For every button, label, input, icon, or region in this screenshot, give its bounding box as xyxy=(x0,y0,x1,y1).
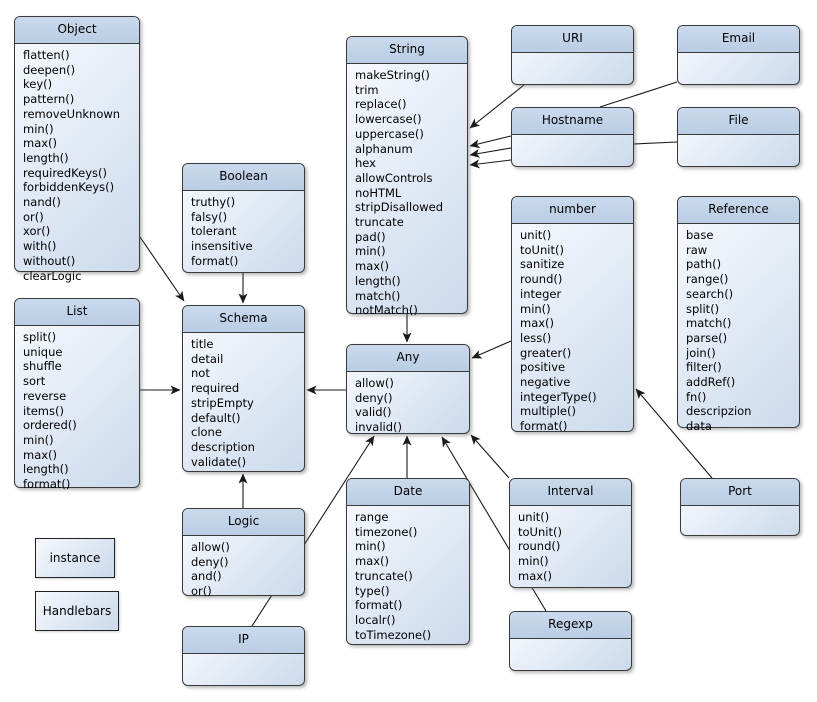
class-member: clone xyxy=(191,425,222,440)
class-box-list[interactable] xyxy=(14,298,140,492)
class-title-number: number xyxy=(512,197,633,224)
class-member: join() xyxy=(686,345,716,360)
class-member: invalid() xyxy=(355,420,402,435)
class-box-file[interactable] xyxy=(677,107,800,167)
class-member: toTimezone() xyxy=(355,627,432,642)
class-member: length() xyxy=(23,462,69,477)
class-title-file: File xyxy=(678,108,799,135)
class-member: truncate() xyxy=(355,568,413,583)
class-box-email[interactable] xyxy=(677,25,800,85)
class-member: ordered() xyxy=(23,418,77,433)
class-member: shuffle xyxy=(23,359,62,374)
class-member: alphanum xyxy=(355,141,413,156)
class-box-object[interactable] xyxy=(14,16,140,283)
class-member: stripEmpty xyxy=(191,395,254,410)
class-title-object: Object xyxy=(15,17,139,44)
class-member: min() xyxy=(518,554,549,569)
class-box-boolean[interactable] xyxy=(182,163,305,273)
class-member: multiple() xyxy=(520,404,576,419)
class-members-date xyxy=(347,506,469,642)
class-member: deny() xyxy=(355,390,393,405)
class-member: truthy() xyxy=(191,195,236,209)
class-member: pattern() xyxy=(23,92,75,107)
class-box-port[interactable] xyxy=(680,478,800,536)
class-members-reference xyxy=(678,224,799,434)
class-member: with() xyxy=(23,239,57,254)
class-member: hex xyxy=(355,156,376,171)
class-member: or() xyxy=(191,584,212,599)
class-member: min() xyxy=(23,121,54,136)
edge-number-to-any xyxy=(472,341,511,358)
class-box-schema[interactable] xyxy=(182,305,305,472)
class-members-email xyxy=(678,53,799,57)
class-members-port xyxy=(681,506,799,510)
class-member: trim xyxy=(355,82,379,97)
class-members-file xyxy=(678,135,799,139)
class-member: stripDisallowed xyxy=(355,200,444,215)
class-member: key() xyxy=(23,77,53,92)
class-member: description xyxy=(191,439,255,454)
class-member: format() xyxy=(191,253,239,268)
class-title-ip: IP xyxy=(183,627,304,654)
class-member: localr() xyxy=(355,612,396,627)
class-title-logic: Logic xyxy=(183,509,304,536)
class-box-number[interactable] xyxy=(511,196,634,432)
class-member: greater() xyxy=(520,345,572,360)
class-member: default() xyxy=(191,410,241,425)
class-member: toUnit() xyxy=(518,524,562,539)
class-member: split() xyxy=(686,301,720,316)
class-member: min() xyxy=(355,539,386,554)
class-member: sanitize xyxy=(520,257,565,272)
class-box-date[interactable] xyxy=(346,478,470,645)
class-members-string xyxy=(347,64,467,318)
class-member: range xyxy=(355,510,389,524)
class-member: timezone() xyxy=(355,524,418,539)
class-member: format() xyxy=(23,477,71,492)
class-members-hostname xyxy=(512,135,633,139)
edge-email-to-hostname xyxy=(600,82,677,107)
class-member: sort xyxy=(23,374,46,389)
class-box-reference[interactable] xyxy=(677,196,800,434)
edge-object-to-schema xyxy=(140,237,184,301)
class-member: min() xyxy=(23,432,54,447)
class-member: lowercase() xyxy=(355,112,422,127)
class-member: required xyxy=(191,381,240,396)
class-members-any xyxy=(347,372,469,435)
class-member: max() xyxy=(355,259,390,274)
class-box-regexp[interactable] xyxy=(509,611,632,671)
class-member: round() xyxy=(520,272,563,287)
class-member: parse() xyxy=(686,330,728,345)
class-member: allow() xyxy=(191,540,230,554)
class-member: positive xyxy=(520,360,566,375)
class-title-date: Date xyxy=(347,479,469,506)
class-box-interval[interactable] xyxy=(509,478,632,588)
class-member: type() xyxy=(355,583,390,598)
class-member: raw xyxy=(686,242,708,257)
class-members-interval xyxy=(510,506,631,584)
class-member: length() xyxy=(23,150,69,165)
note-box-instance[interactable]: instance xyxy=(35,538,115,578)
class-member: clearLogic xyxy=(23,268,82,283)
class-member: and() xyxy=(191,569,222,584)
class-member: or() xyxy=(23,209,44,224)
class-member: filter() xyxy=(686,360,722,375)
class-member: allowControls xyxy=(355,170,433,185)
class-member: title xyxy=(191,337,214,351)
class-member: path() xyxy=(686,257,722,272)
class-title-port: Port xyxy=(681,479,799,506)
class-member: less() xyxy=(520,330,552,345)
class-title-regexp: Regexp xyxy=(510,612,631,639)
class-title-any: Any xyxy=(347,345,469,372)
edge-file-to-hostname xyxy=(634,142,677,144)
class-title-reference: Reference xyxy=(678,197,799,224)
class-members-number xyxy=(512,224,633,434)
edge-hostname-to-string-2 xyxy=(470,148,511,155)
class-member: length() xyxy=(355,273,401,288)
class-member: max() xyxy=(23,447,58,462)
class-members-schema xyxy=(183,333,304,469)
class-members-uri xyxy=(512,53,633,57)
class-member: max() xyxy=(23,136,58,151)
class-member: descripzion xyxy=(686,404,752,419)
class-member: base xyxy=(686,228,714,242)
class-member: integer xyxy=(520,286,562,301)
class-member: data xyxy=(686,419,712,434)
class-member: search() xyxy=(686,286,734,301)
class-member: min() xyxy=(520,301,551,316)
class-title-boolean: Boolean xyxy=(183,164,304,191)
class-member: deny() xyxy=(191,554,229,569)
class-member: max() xyxy=(518,568,553,583)
class-title-email: Email xyxy=(678,26,799,53)
class-box-any[interactable] xyxy=(346,344,470,434)
class-member: match() xyxy=(355,288,401,303)
class-member: notMatch() xyxy=(355,303,418,318)
class-member: nand() xyxy=(23,195,61,210)
class-member: makeString() xyxy=(355,68,430,82)
class-member: forbiddenKeys() xyxy=(23,180,115,195)
class-member: allow() xyxy=(355,376,394,390)
class-box-uri[interactable] xyxy=(511,25,634,85)
class-box-string[interactable] xyxy=(346,36,468,318)
class-title-uri: URI xyxy=(512,26,633,53)
class-box-ip[interactable] xyxy=(182,626,305,686)
class-member: truncate xyxy=(355,215,404,230)
class-box-logic[interactable] xyxy=(182,508,305,599)
class-member: valid() xyxy=(355,405,392,420)
class-members-ip xyxy=(183,654,304,658)
class-member: max() xyxy=(520,316,555,331)
class-title-string: String xyxy=(347,37,467,64)
class-member: reverse xyxy=(23,388,67,403)
class-member: pad() xyxy=(355,229,386,244)
class-member: without() xyxy=(23,253,76,268)
class-member: uppercase() xyxy=(355,126,424,141)
edge-hostname-to-string-1 xyxy=(470,136,511,146)
class-member: items() xyxy=(23,403,64,418)
class-member: range() xyxy=(686,272,729,287)
class-member: replace() xyxy=(355,97,407,112)
class-member: unit() xyxy=(520,228,552,242)
note-box-handlebars[interactable]: Handlebars xyxy=(35,591,119,631)
class-member: tolerant xyxy=(191,224,237,239)
class-member: format() xyxy=(355,598,403,613)
class-member: requiredKeys() xyxy=(23,165,107,180)
class-member: insensitive xyxy=(191,239,253,254)
class-member: round() xyxy=(518,539,561,554)
class-member: negative xyxy=(520,375,571,390)
class-member: toUnit() xyxy=(520,242,564,257)
class-member: falsy() xyxy=(191,209,228,224)
class-members-regexp xyxy=(510,639,631,643)
class-title-list: List xyxy=(15,299,139,326)
class-members-list xyxy=(15,326,139,492)
class-members-boolean xyxy=(183,191,304,269)
edge-interval-to-any xyxy=(471,435,509,478)
class-members-logic xyxy=(183,536,304,599)
class-member: min() xyxy=(355,244,386,259)
class-member: detail xyxy=(191,351,224,366)
class-members-object xyxy=(15,44,139,283)
class-member: match() xyxy=(686,316,732,331)
class-member: addRef() xyxy=(686,375,736,390)
class-member: max() xyxy=(355,554,390,569)
class-member: xor() xyxy=(23,224,51,239)
class-member: integerType() xyxy=(520,389,597,404)
class-title-hostname: Hostname xyxy=(512,108,633,135)
class-member: noHTML xyxy=(355,185,402,200)
class-member: flatten() xyxy=(23,48,70,62)
class-member: format() xyxy=(520,419,568,434)
class-title-schema: Schema xyxy=(183,306,304,333)
class-member: unit() xyxy=(518,510,550,524)
class-member: not xyxy=(191,366,210,381)
class-member: validate() xyxy=(191,454,247,469)
class-member: split() xyxy=(23,330,57,344)
class-member: removeUnknown xyxy=(23,106,121,121)
class-member: deepen() xyxy=(23,62,76,77)
class-member: unique xyxy=(23,344,63,359)
class-box-hostname[interactable] xyxy=(511,107,634,167)
class-title-interval: Interval xyxy=(510,479,631,506)
edge-hostname-to-string-3 xyxy=(470,160,511,165)
class-member: fn() xyxy=(686,389,707,404)
